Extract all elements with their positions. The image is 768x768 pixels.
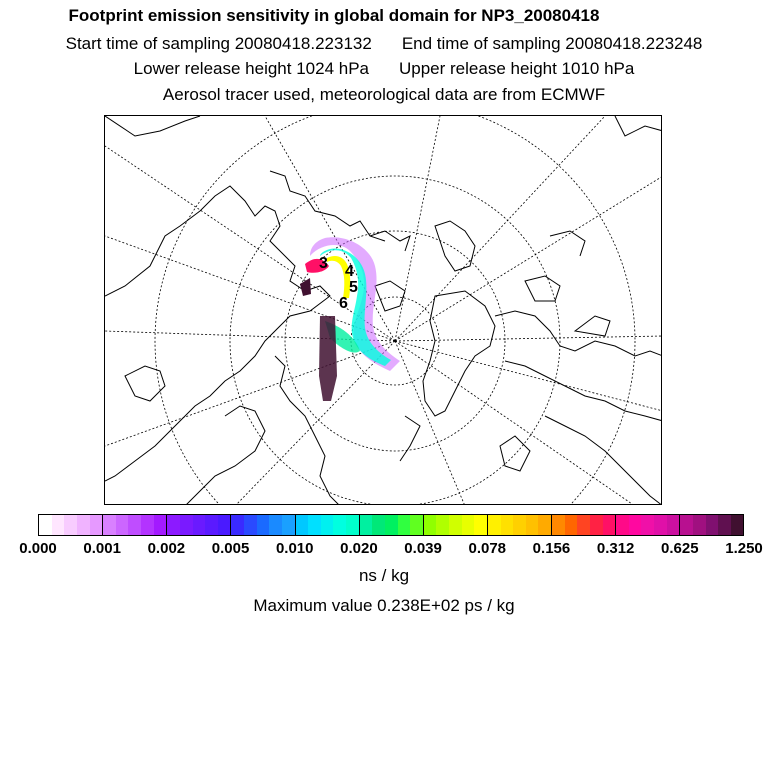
colorbar-segment [731,515,744,535]
colorbar [38,514,744,536]
meridian-line [395,341,635,505]
colorbar-segment [538,515,551,535]
maximum-value-label: Maximum value 0.238E+02 ps / kg [253,596,515,615]
colorbar-tick-label: 0.625 [661,540,699,557]
colorbar-tick-label: 0.039 [404,540,442,557]
colorbar-segment [513,515,526,535]
colorbar-segment [295,515,309,535]
colorbar-segment [321,515,334,535]
tracer-note: Aerosol tracer used, meteorological data are from ECMWF [162,85,606,104]
colorbar-tick-label: 0.005 [211,540,250,557]
coastline-top-right [615,116,662,136]
colorbar-segment [398,515,411,535]
colorbar-segment [128,515,141,535]
graticule [105,116,662,505]
colorbar-tick-label: 0.002 [147,540,186,557]
colorbar-segment [551,515,565,535]
colorbar-segment [52,515,65,535]
colorbar-segment [706,515,719,535]
colorbar-segment [205,515,218,535]
colorbar-segment [565,515,578,535]
colorbar-segment [244,515,257,535]
colorbar-tick-label: 0.156 [532,540,571,557]
coastline-arctic-island [575,316,610,336]
colorbar-tick-label: 0.001 [83,540,121,557]
colorbar-segment [474,515,487,535]
meridian-line [395,341,465,505]
colorbar-tick-label: 0.078 [468,540,507,557]
footprint-plume [300,237,400,401]
colorbar-segment [615,515,629,535]
colorbar-segment [77,515,90,535]
colorbar-segment [141,515,154,535]
coastline-top-left [105,116,200,136]
coastline-greenland [423,291,495,416]
colorbar-segment [257,515,270,535]
latitude-circle-50 [155,116,635,505]
sampling-times [0,34,768,54]
colorbar-segment [116,515,129,535]
lower-height-label: Lower release height 1024 hPa [133,59,369,78]
release-heights [0,59,768,79]
coastline-eurasia-west [105,186,330,481]
colorbar-segment [449,515,462,535]
day-label: 3 [319,255,328,272]
colorbar-segment [590,515,603,535]
colorbar-segment [90,515,103,535]
colorbar-segment [230,515,244,535]
colorbar-segment [603,515,616,535]
colorbar-segment [193,515,206,535]
colorbar-tick-label: 0.000 [19,540,57,557]
day-label: 5 [349,279,358,296]
meridian-line [235,341,395,505]
colorbar-segment [577,515,590,535]
coastline-island-east [435,221,475,271]
coastlines [105,116,662,505]
colorbar-tick-label: 0.020 [340,540,378,557]
plot-title: Footprint emission sensitivity in global domain for NP3_20080418 [68,6,600,25]
colorbar-segment [308,515,321,535]
colorbar-segment [462,515,475,535]
coastline-siberia-islands [370,231,410,251]
coastline-island-north [375,281,405,311]
meridian-line [265,116,395,341]
colorbar-segment [385,515,398,535]
day-label: 6 [339,295,348,312]
colorbar-segment [629,515,642,535]
day-labels [319,255,358,312]
colorbar-segment [436,515,449,535]
colorbar-segment [218,515,231,535]
colorbar-tick-label: 1.250 [725,540,763,557]
meridian-line [395,176,662,341]
colorbar-segment [501,515,514,535]
coastline-arctic-island-2 [525,276,560,301]
coastline-hudson-island [500,436,530,471]
colorbar-tick-label: 0.010 [275,540,314,557]
coastline-island [125,366,165,401]
colorbar-segment [282,515,295,535]
meridian-line [395,341,662,411]
day-label: 4 [345,263,354,280]
colorbar-segment [102,515,116,535]
colorbar-ticks [0,540,768,558]
colorbar-segment [654,515,667,535]
colorbar-segment [667,515,680,535]
coastline-siberia [270,171,385,241]
meridian-line [105,341,395,446]
colorbar-tick-label: 0.312 [596,540,635,557]
coastline-canada-mid [505,361,662,421]
polar-map [105,116,662,505]
source-marker [300,278,311,296]
colorbar-segment [372,515,385,535]
colorbar-segment [64,515,77,535]
colorbar-segment [410,515,423,535]
coastline-iceland-area [400,416,420,461]
colorbar-segment [359,515,373,535]
colorbar-segment [166,515,180,535]
colorbar-segment [333,515,346,535]
colorbar-segment [346,515,359,535]
coastline-canada-north [495,311,662,356]
colorbar-segment [679,515,693,535]
start-time-label: Start time of sampling 20080418.223132 [65,34,372,53]
colorbar-segment [641,515,654,535]
colorbar-segment [154,515,167,535]
colorbar-segment [269,515,282,535]
colorbar-segment [487,515,501,535]
upper-height-label: Upper release height 1010 hPa [399,59,635,78]
colorbar-segment [693,515,706,535]
colorbar-segment [526,515,539,535]
colorbar-segment [423,515,437,535]
end-time-label: End time of sampling 20080418.223248 [401,34,703,53]
coastline-alaska [550,231,585,256]
map-panel [104,115,662,505]
colorbar-segment [39,515,52,535]
trajectory-cluster [319,316,337,401]
colorbar-segment [718,515,731,535]
colorbar-unit: ns / kg [358,566,410,585]
coastline-europe [185,406,265,505]
colorbar-segment [180,515,193,535]
